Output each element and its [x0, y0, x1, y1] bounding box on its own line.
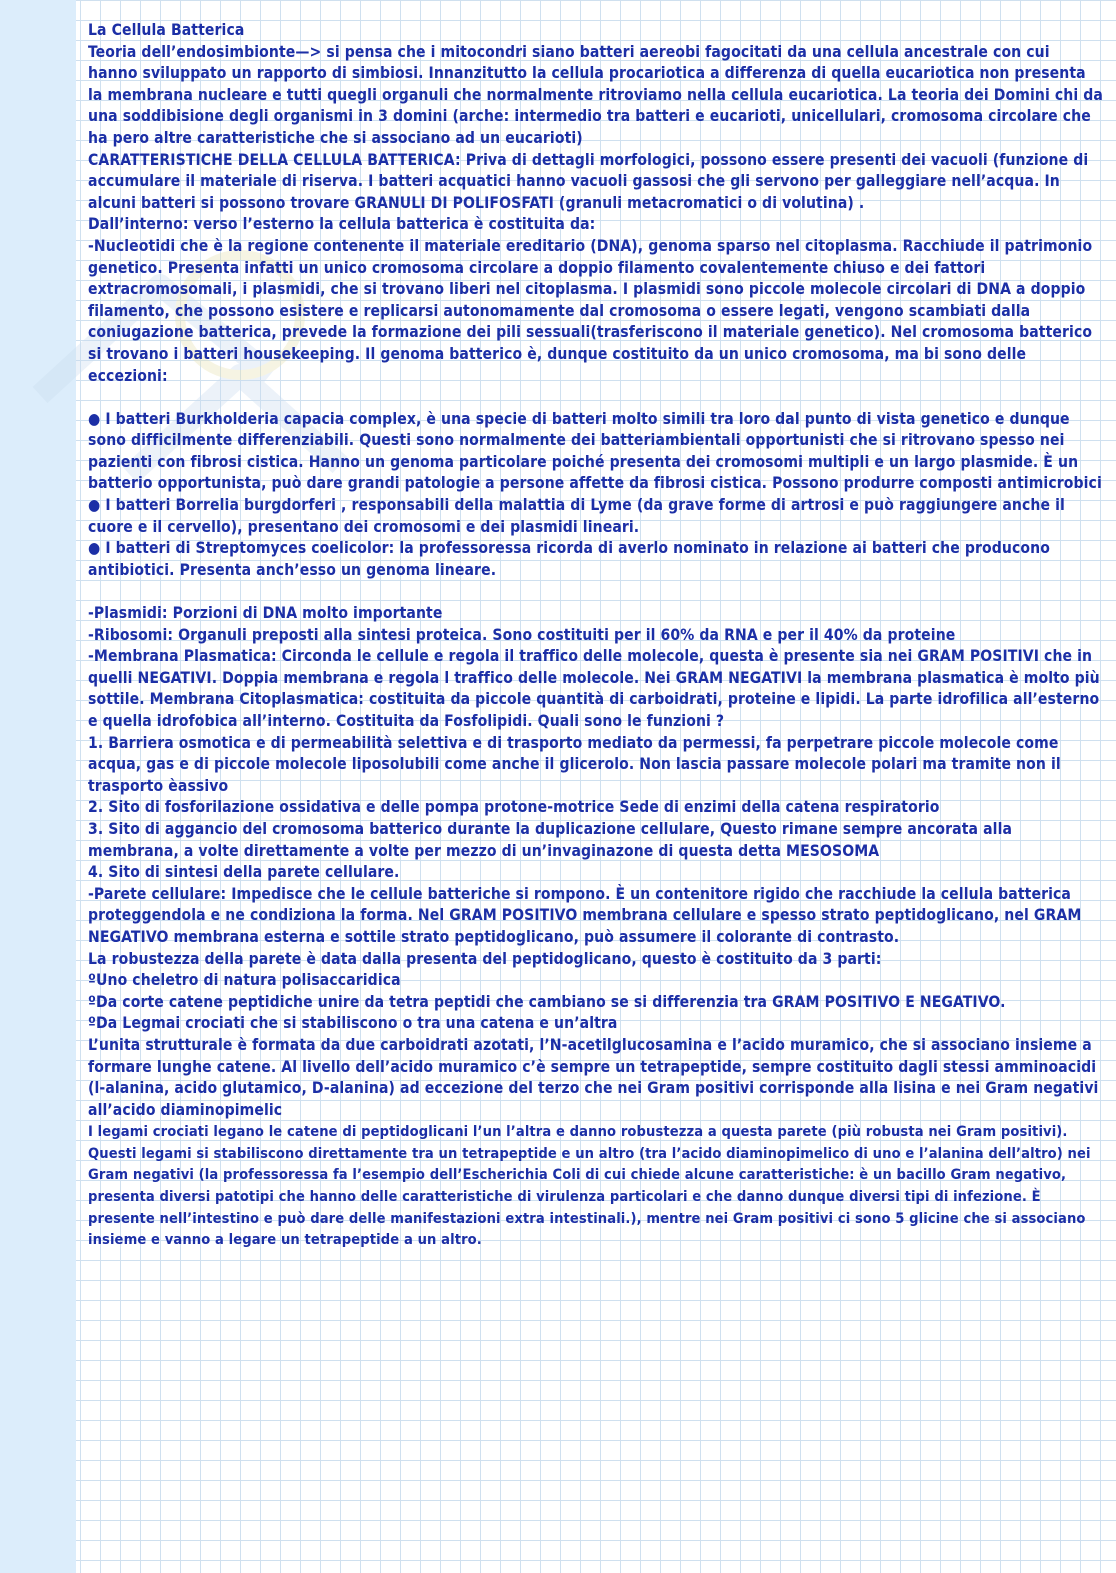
- bullet-burkholderia: ● I batteri Burkholderia capacia complex, è una specie di batteri molto simili tra loro dal punto di vista genetico e dunque sono difficilmente differenziabili. Questi sono normalmente dei batteriambientali opportunisti che si ritrovano spesso nei pazienti con fibrosi cistica. Hanno un genoma particolare poiché presenta dei cromosomi multipli e un largo plasmide. È un batterio opportunista, può dare grandi patologie a persone affette da fibrosi cistica. Possono produrre composti antimicrobici: [88, 409, 1102, 493]
- paragraph-structural-unit: L’unita strutturale è formata da due carboidrati azotati, l’N-acetilglucosamina e l’acido muramico, che si associano insieme a formare lunghe catene. Al livello dell’acido muramico c’è sempre un tetrapeptide, sempre costituito dagli stessi amminoacidi (l-alanina, acido glutamico, D-alanina) ad eccezione del terzo che nei Gram positivi corrisponde alla lisina e nei Gram negativi all’acido diaminopimelic: [88, 1035, 1099, 1119]
- paragraph-cell-wall: -Parete cellulare: Impedisce che le cellule batteriche si rompono. È un contenitore rigido che racchiude la cellula batterica proteggendola e ne condiziona la forma. Nel GRAM POSITIVO membrana cellulare e spesso strato peptidoglicano, nel GRAM NEGATIVO membrana esterna e sottile strato peptidoglicano, può assumere il colorante di contrasto.: [88, 884, 1082, 946]
- paragraph-characteristics: CARATTERISTICHE DELLA CELLULA BATTERICA: Priva di dettagli morfologici, possono essere presenti dei vacuoli (funzione di accumulare il materiale di riserva. I batteri acquatici hanno vacuoli gassosi che gli servono per galleggiare nell’acqua. In alcuni batteri si possono trovare GRANULI DI POLIFOSFATI (granuli metacromatici o di volutina) .: [88, 150, 1089, 212]
- list-item-function-4: 4. Sito di sintesi della parete cellulare.: [88, 863, 400, 882]
- list-item-peptide-chains: ºDa corte catene peptidiche unire da tetra peptidi che cambiano se si differenzia tra GRAM POSITIVO E NEGATIVO.: [88, 992, 1006, 1011]
- list-item-function-1: 1. Barriera osmotica e di permeabilità selettiva e di trasporto mediato da permessi, fa perpetrare piccole molecole come acqua, gas e di piccole molecole liposolubili come anche il glicerolo. Non lascia passare molecole polari ma tramite non il trasporto èassivo: [88, 733, 1061, 795]
- bullet-streptomyces: ● I batteri di Streptomyces coelicolor: la professoressa ricorda di averlo nominato in relazione ai batteri che producono antibiotici. Presenta anch’esso un genoma lineare.: [88, 539, 1050, 579]
- list-item-function-3: 3. Sito di aggancio del cromosoma batterico durante la duplicazione cellulare, Questo rimane sempre ancorata alla membrana, a volte direttamente a volte per mezzo di un’invaginazone di questa detta MESOSOMA: [88, 819, 1013, 860]
- paragraph-structure-intro: Dall’interno: verso l’esterno la cellula batterica è costituita da:: [88, 215, 596, 234]
- paragraph-plasmids: -Plasmidi: Porzioni di DNA molto importante: [88, 604, 443, 623]
- document-page: [88, 20, 1103, 1251]
- paragraph-ribosomes: -Ribosomi: Organuli preposti alla sintesi proteica. Sono costituiti per il 60% da RNA e per il 40% da proteine: [88, 625, 956, 644]
- paragraph-endosymbiont: Teoria dell’endosimbionte—> si pensa che i mitocondri siano batteri aereobi fagocitati da una cellula ancestrale con cui hanno sviluppato un rapporto di simbiosi. Innanzitutto la cellula procariotica a differenza di quella eucariotica non presenta la membrana nucleare e tutti quegli organuli che normalmente ritroviamo nella cellula eucariotica. La teoria dei Domini chi da una soddibisione degli organismi in 3 domini (arche: intermedio tra batteri e eucarioti, unicellulari, cromosoma circolare che ha pero altre caratteristiche che si associano ad un eucarioti): [88, 42, 1103, 147]
- paragraph-nucleoid: -Nucleotidi che è la regione contenente il materiale ereditario (DNA), genoma sparso nel citoplasma. Racchiude il patrimonio genetico. Presenta infatti un unico cromosoma circolare a doppio filamento covalentemente chiuso e dei fattori extracromosomali, i plasmidi, che si trovano liberi nel citoplasma. I plasmidi sono piccole molecole circolari di DNA a doppio filamento, che possono esistere e replicarsi autonomamente dal cromosoma o essere legati, vengono scambiati dalla coniugazione batterica, prevede la formazione dei pili sessuali(trasferiscono il materiale genetico). Nel cromosoma batterico si trovano i batteri housekeeping. Il genoma batterico è, dunque costituito da un unico cromosoma, ma bi sono delle eccezioni:: [88, 236, 1093, 385]
- blank-line: [88, 387, 1103, 409]
- list-item-skeleton: ºUno cheletro di natura polisaccaridica: [88, 971, 401, 990]
- document-title: La Cellula Batterica: [88, 21, 245, 39]
- left-margin-band: [0, 0, 76, 1573]
- list-item-cross-links: ºDa Legmai crociati che si stabiliscono o tra una catena e un’altra: [88, 1014, 618, 1033]
- paragraph-wall-strength: La robustezza della parete è data dalla presenta del peptidoglicano, questo è costituito da 3 parti:: [88, 949, 882, 968]
- paragraph-cross-links-detail: I legami crociati legano le catene di peptidoglicani l’un l’altra e danno robustezza a questa parete (più robusta nei Gram positivi). Questi legami si stabiliscono direttamente tra un tetrapeptide e un altro (tra l’acido diaminopimelico di uno e l’alanina dell’altro) nei Gram negativi (la professoressa fa l’esempio dell’Escherichia Coli di cui chiede alcune caratteristiche: è un bacillo Gram negativo, presenta diversi patotipi che hanno delle caratteristiche di virulenza particolari e che danno dunque diversi tipi di infezione. È presente nell’intestino e può dare delle manifestazioni extra intestinali.), mentre nei Gram positivi ci sono 5 glicine che si associano insieme e vanno a legare un tetrapeptide a un altro.: [88, 1123, 1091, 1249]
- list-item-function-2: 2. Sito di fosforilazione ossidativa e delle pompa protone-motrice Sede di enzimi della catena respiratorio: [88, 798, 940, 817]
- paragraph-plasma-membrane: -Membrana Plasmatica: Circonda le cellule e regola il traffico delle molecole, questa è presente sia nei GRAM POSITIVI che in quelli NEGATIVI. Doppia membrana e regola l traffico delle molecole. Nei GRAM NEGATIVI la membrana plasmatica è molto più sottile. Membrana Citoplasmatica: costituita da piccole quantità di carboidrati, proteine e lipidi. La parte idrofilica all’esterno e quella idrofobica all’interno. Costituita da Fosfolipidi. Quali sono le funzioni ?: [88, 647, 1100, 730]
- blank-line: [88, 581, 1103, 603]
- bullet-borrelia: ● I batteri Borrelia burgdorferi , responsabili della malattia di Lyme (da grave forme di artrosi e può raggiungere anche il cuore e il cervello), presentano dei cromosomi e dei plasmidi lineari.: [88, 496, 1065, 536]
